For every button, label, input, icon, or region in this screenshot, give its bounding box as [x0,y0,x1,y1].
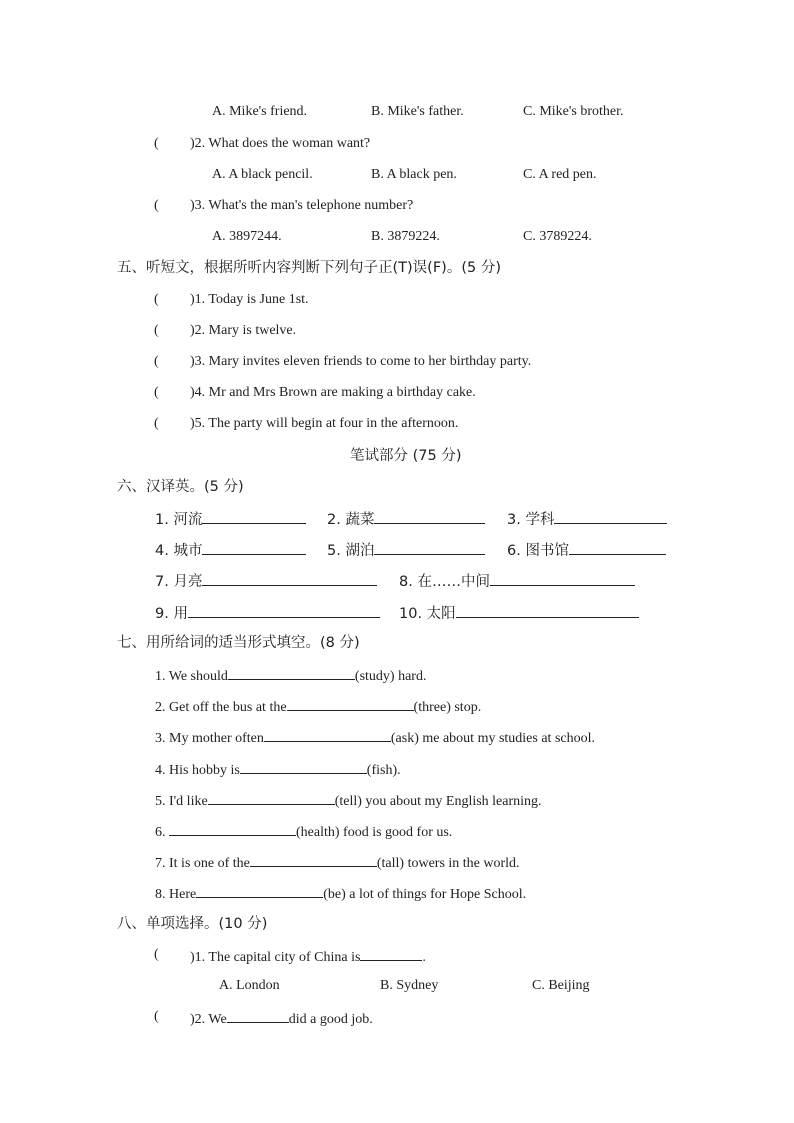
answer-blank[interactable] [250,852,377,867]
answer-blank[interactable] [208,790,335,805]
answer-paren[interactable]: ( [154,385,159,400]
choice-option-a: A. London [219,978,280,993]
answer-blank[interactable] [490,571,635,586]
fill-item: 6. (health) food is good for us. [155,821,452,842]
fill-item: 2. Get off the bus at the (three) stop. [155,696,481,717]
tf-item: )4. Mr and Mrs Brown are making a birthday cake. [190,385,476,400]
answer-blank[interactable] [569,540,666,555]
fill-item: 4. His hobby is (fish). [155,759,401,780]
fill-item: 1. We should (study) hard. [155,665,426,686]
translate-item: 2. 蔬菜 [327,509,485,529]
section6-heading: 六、汉译英。(5 分) [117,479,244,495]
q3-option-c: C. 3789224. [523,229,592,244]
q1-option-b: B. Mike's father. [371,104,464,119]
answer-blank[interactable] [202,540,306,555]
section7-heading: 七、用所给词的适当形式填空。(8 分) [117,635,360,651]
choice-question: )1. The capital city of China is . [190,946,426,967]
answer-paren[interactable]: ( [154,416,159,431]
answer-paren[interactable]: ( [154,354,159,369]
translate-item: 3. 学科 [507,509,667,529]
translate-item: 10. 太阳 [399,603,639,623]
q1-option-a: A. Mike's friend. [212,104,308,119]
answer-blank[interactable] [287,696,414,711]
q2-question: )2. What does the woman want? [190,136,371,151]
q2-option-b: B. A black pen. [371,167,457,182]
q2-option-a: A. A black pencil. [212,167,313,182]
answer-paren[interactable]: ( [154,947,159,962]
translate-item: 7. 月亮 [155,571,377,591]
translate-item: 9. 用 [155,603,380,623]
answer-paren[interactable]: ( [154,323,159,338]
answer-blank[interactable] [202,571,377,586]
answer-blank[interactable] [374,509,485,524]
answer-blank[interactable] [240,759,367,774]
section5-heading: 五、听短文，根据所听内容判断下列句子正(T)误(F)。(5 分) [117,260,501,276]
choice-option-b: B. Sydney [380,978,439,993]
translate-item: 1. 河流 [155,509,306,529]
tf-item: )2. Mary is twelve. [190,323,297,338]
translate-item: 5. 湖泊 [327,540,485,560]
tf-item: )1. Today is June 1st. [190,292,309,307]
answer-paren[interactable]: ( [154,198,159,213]
fill-item: 5. I'd like (tell) you about my English learning. [155,790,542,811]
answer-paren[interactable]: ( [154,1009,159,1024]
answer-paren[interactable]: ( [154,136,159,151]
answer-paren[interactable]: ( [154,292,159,307]
answer-blank[interactable] [202,509,306,524]
answer-blank[interactable] [456,603,639,618]
translate-item: 4. 城市 [155,540,306,560]
section8-heading: 八、单项选择。(10 分) [117,916,268,932]
answer-blank[interactable] [374,540,485,555]
answer-blank[interactable] [360,946,422,961]
answer-blank[interactable] [188,603,380,618]
q2-option-c: C. A red pen. [523,167,597,182]
fill-item: 3. My mother often (ask) me about my studies at school. [155,727,595,748]
answer-blank[interactable] [264,727,391,742]
q1-option-c: C. Mike's brother. [523,104,624,119]
translate-item: 8. 在……中间 [399,571,635,591]
answer-blank[interactable] [196,883,323,898]
fill-item: 7. It is one of the (tall) towers in the world. [155,852,520,873]
tf-item: )3. Mary invites eleven friends to come to her birthday party. [190,354,532,369]
translate-item: 6. 图书馆 [507,540,666,560]
answer-blank[interactable] [228,665,355,680]
fill-item: 8. Here (be) a lot of things for Hope School. [155,883,526,904]
written-part-title: 笔试部分 (75 分) [350,448,462,464]
tf-item: )5. The party will begin at four in the afternoon. [190,416,459,431]
choice-question: )2. We did a good job. [190,1008,373,1029]
answer-blank[interactable] [227,1008,289,1023]
choice-option-c: C. Beijing [532,978,590,993]
q3-option-a: A. 3897244. [212,229,282,244]
q3-option-b: B. 3879224. [371,229,440,244]
answer-blank[interactable] [554,509,667,524]
answer-blank[interactable] [169,821,296,836]
q3-question: )3. What's the man's telephone number? [190,198,414,213]
